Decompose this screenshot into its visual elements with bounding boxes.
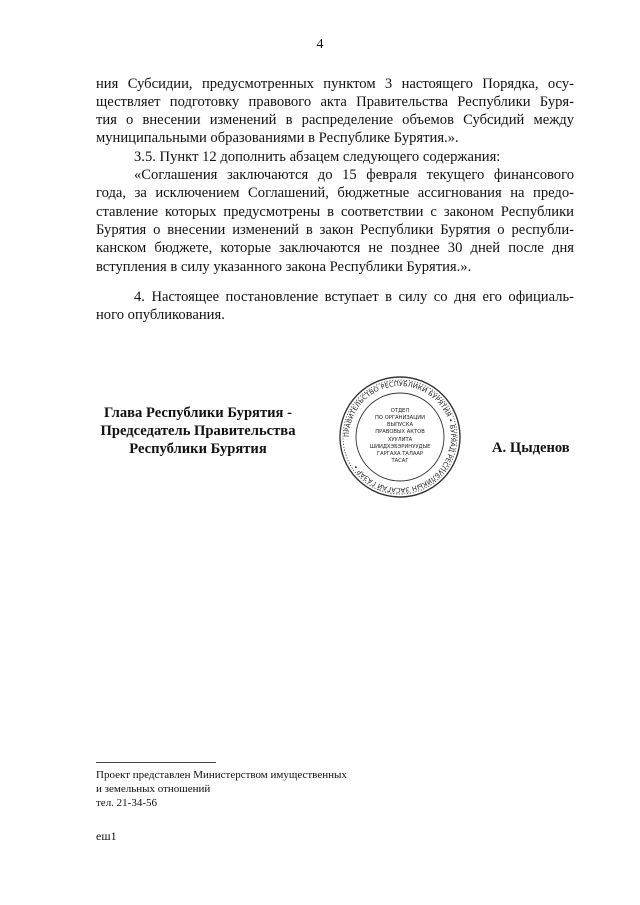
signatory-title-line: Председатель Правительства — [100, 423, 296, 439]
body-line: ставление которых предусмотрены в соответствии с законом Республики — [96, 204, 574, 220]
seal-center-line: ГАРГАХА ТАЛААР — [376, 451, 424, 457]
body-line: муниципальными образованиями в Республике Бурятия.». — [96, 130, 459, 146]
seal-center-line: ШИИДХЭБЭРИНУУДЫЕ — [369, 444, 431, 450]
body-line: года, за исключением Соглашений, бюджетные ассигнования на предо- — [96, 185, 574, 201]
footnote-line: и земельных отношений — [96, 783, 211, 795]
signatory-name: А. Цыденов — [492, 440, 570, 456]
footnote-line: тел. 21-34-56 — [96, 797, 158, 809]
signatory-title — [100, 404, 296, 458]
signatory-title-line: Республики Бурятия — [129, 441, 267, 457]
footnote-line: Проект представлен Министерством имущественных — [96, 769, 347, 781]
body-line: канском бюджете, которые заключаются не позднее 30 дней после дня — [96, 240, 574, 256]
document-code: еш1 — [96, 829, 117, 843]
body-line: вступления в силу указанного закона Республики Бурятия.». — [96, 259, 472, 275]
body-line: тия о внесении изменений в распределение объемов Субсидий между — [96, 112, 574, 128]
seal-center-line: ПРАВОВЫХ АКТОВ — [375, 429, 425, 435]
official-seal — [338, 375, 462, 499]
body-line: Бурятия о внесении изменений в закон Республики Бурятия о республи- — [96, 222, 574, 238]
body-line: ния Субсидии, предусмотренных пунктом 3 настоящего Порядка, осу- — [96, 76, 574, 92]
body-line: ного опубликования. — [96, 307, 225, 323]
body-line: 4. Настоящее постановление вступает в силу со дня его официаль- — [134, 289, 574, 305]
page-number: 4 — [316, 37, 324, 52]
body-line: 3.5. Пункт 12 дополнить абзацем следующего содержания: — [134, 149, 501, 165]
body-line: «Соглашения заключаются до 15 февраля текущего финансового — [134, 167, 574, 183]
seal-center-line: ВЫПУСКА — [386, 422, 414, 428]
seal-center-line: ХУУЛИТА — [387, 437, 413, 443]
seal-ring-text: ПРАВИТЕЛЬСТВО РЕСПУБЛИКИ БУРЯТИЯ • БУРЯАД РЕСПУБЛИКЫН ЗАСАГАЙ ГАЗАР • — [342, 379, 458, 495]
footnote-divider — [96, 762, 216, 763]
body-line: ществляет подготовку правового акта Правительства Республики Буря- — [96, 94, 574, 110]
seal-center-line: ПО ОРГАНИЗАЦИИ — [374, 415, 426, 421]
signatory-title-line: Глава Республики Бурятия - — [104, 405, 292, 421]
seal-center-line: ТАСАГ — [391, 458, 409, 464]
seal-center-line: ОТДЕЛ — [390, 408, 410, 414]
